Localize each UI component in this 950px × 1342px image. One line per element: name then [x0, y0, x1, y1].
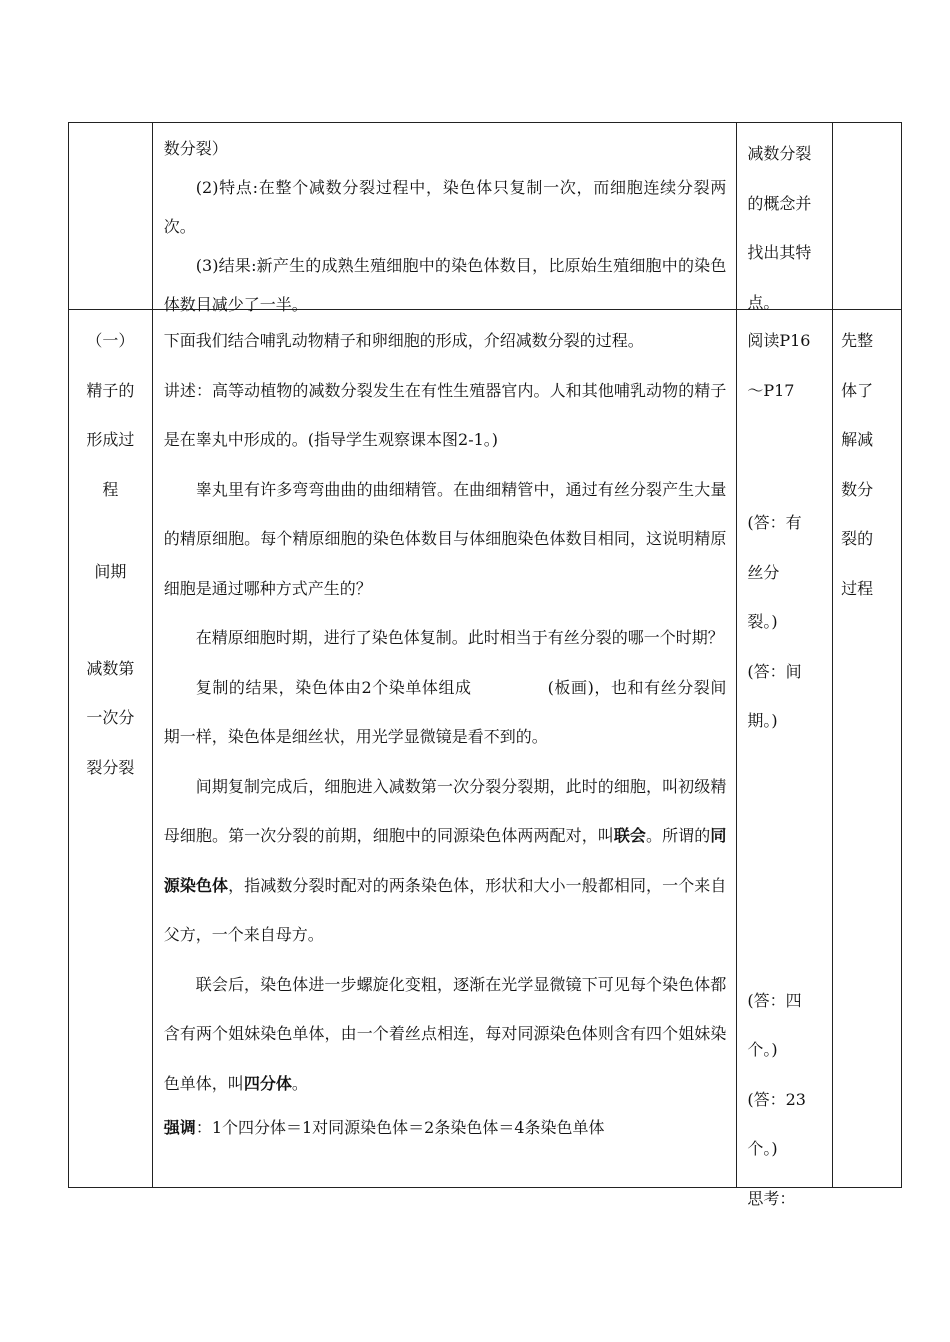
key-term-tetrad: 四分体 — [243, 1073, 292, 1093]
activity-line: 个。) — [747, 1139, 778, 1158]
activity-line: 思考： — [747, 1188, 796, 1208]
content-paragraph: 在精原细胞时期，进行了染色体复制。此时相当于有丝分裂的哪一个时期？ — [195, 628, 724, 647]
intent-cell — [833, 310, 901, 1187]
activity-line: 丝分 — [747, 562, 780, 582]
content-text: ，指减数分裂时配对的两条染色体，形状和大小一般都相同，一个来自父方，一个来自母方。 — [163, 875, 727, 944]
content-text: ：1个四分体＝1对同源染色体＝2条染色体＝4条染色单体 — [195, 1118, 605, 1137]
activity-line: 点。 — [747, 292, 780, 312]
content-paragraph — [164, 960, 727, 1109]
content-paragraph — [164, 663, 727, 762]
stage-line: 程 — [102, 479, 119, 499]
intent-line: 先整 — [841, 331, 874, 350]
stage-cell — [69, 123, 153, 309]
activity-line: 减数分裂 — [747, 144, 812, 163]
activity-cell — [737, 310, 833, 1208]
activity-line: 期。) — [747, 711, 778, 730]
content-text: 联会后，染色体进一步螺旋化变粗，逐渐在光学显微镜下可见每个染色体都含有两个姐妹染色单体，由一个着丝点相连，每对同源染色体则含有四个姐妹染色单体，叫 — [163, 974, 727, 1093]
content-paragraph — [164, 762, 727, 960]
activity-line: (答：四 — [747, 990, 802, 1010]
activity-line: (答：间 — [747, 661, 802, 681]
stage-line: 形成过 — [86, 430, 135, 449]
content-paragraph: (3)结果:新产生的成熟生殖细胞中的染色体数目，比原始生殖细胞中的染色体数目减少了一半。 — [163, 256, 727, 314]
table-row — [68, 310, 902, 1208]
content-paragraph: 下面我们结合哺乳动物精子和卵细胞的形成，介绍减数分裂的过程。 — [163, 331, 644, 350]
activity-line: ～P17 — [747, 380, 795, 400]
intent-line: 裂的 — [841, 529, 874, 548]
activity-line: 裂。) — [747, 612, 778, 631]
content-text: (板画)，也和有丝分裂间期一样，染色体是细丝状，用光学显微镜是看不到的。 — [163, 677, 727, 746]
intent-cell — [833, 123, 901, 309]
content-text: 复制的结果，染色体由2个染单体组成 — [195, 677, 472, 697]
content-text: 。 — [291, 1073, 308, 1093]
stage-cell — [69, 310, 153, 1187]
content-text: 间期复制完成后，细胞进入减数第一次分裂分裂期，此时的细胞，叫初级精母细胞。第一次分裂的前期，细胞中的同源染色体两两配对，叫 — [163, 776, 727, 845]
activity-line: (答：23 — [747, 1089, 806, 1109]
intent-line: 过程 — [841, 578, 874, 598]
content-text: 。所谓的 — [646, 826, 711, 845]
content-cell — [153, 310, 738, 1187]
stage-line: （一） — [86, 331, 135, 350]
stage-line: 减数第 — [86, 658, 135, 678]
activity-line: 阅读P16 — [747, 331, 811, 350]
intent-line: 体了 — [841, 380, 874, 400]
content-paragraph: 讲述：高等动植物的减数分裂发生在有性生殖器官内。人和其他哺乳动物的精子是在睾丸中形成的。(指导学生观察课本图2-1。) — [163, 380, 727, 449]
stage-line: 裂分裂 — [86, 757, 135, 777]
activity-line: 个。) — [747, 1040, 778, 1059]
lesson-plan-table — [68, 122, 902, 1208]
activity-line: (答：有 — [747, 513, 802, 532]
key-term-homologous-chromosome: 同源染色体 — [163, 826, 727, 895]
intent-line: 数分 — [841, 479, 874, 499]
table-row — [68, 122, 902, 314]
key-term-synapsis: 联会 — [613, 826, 647, 845]
activity-line: 找出其特 — [747, 243, 812, 262]
stage-line: 精子的 — [86, 380, 135, 400]
stage-line: 间期 — [94, 562, 127, 581]
content-paragraph: 数分裂） — [163, 139, 228, 158]
emphasis-label: 强调 — [163, 1118, 196, 1137]
content-cell — [153, 123, 738, 314]
activity-cell — [737, 123, 833, 312]
content-paragraph: (2)特点:在整个减数分裂过程中，染色体只复制一次，而细胞连续分裂两次。 — [163, 178, 727, 236]
content-paragraph — [164, 1108, 727, 1148]
content-paragraph: 睾丸里有许多弯弯曲曲的曲细精管。在曲细精管中，通过有丝分裂产生大量的精原细胞。每个精原细胞的染色体数目与体细胞染色体数目相同，这说明精原细胞是通过哪种方式产生的？ — [163, 479, 727, 598]
activity-line: 的概念并 — [747, 193, 812, 213]
intent-line: 解减 — [841, 430, 874, 449]
stage-line: 一次分 — [86, 708, 135, 727]
